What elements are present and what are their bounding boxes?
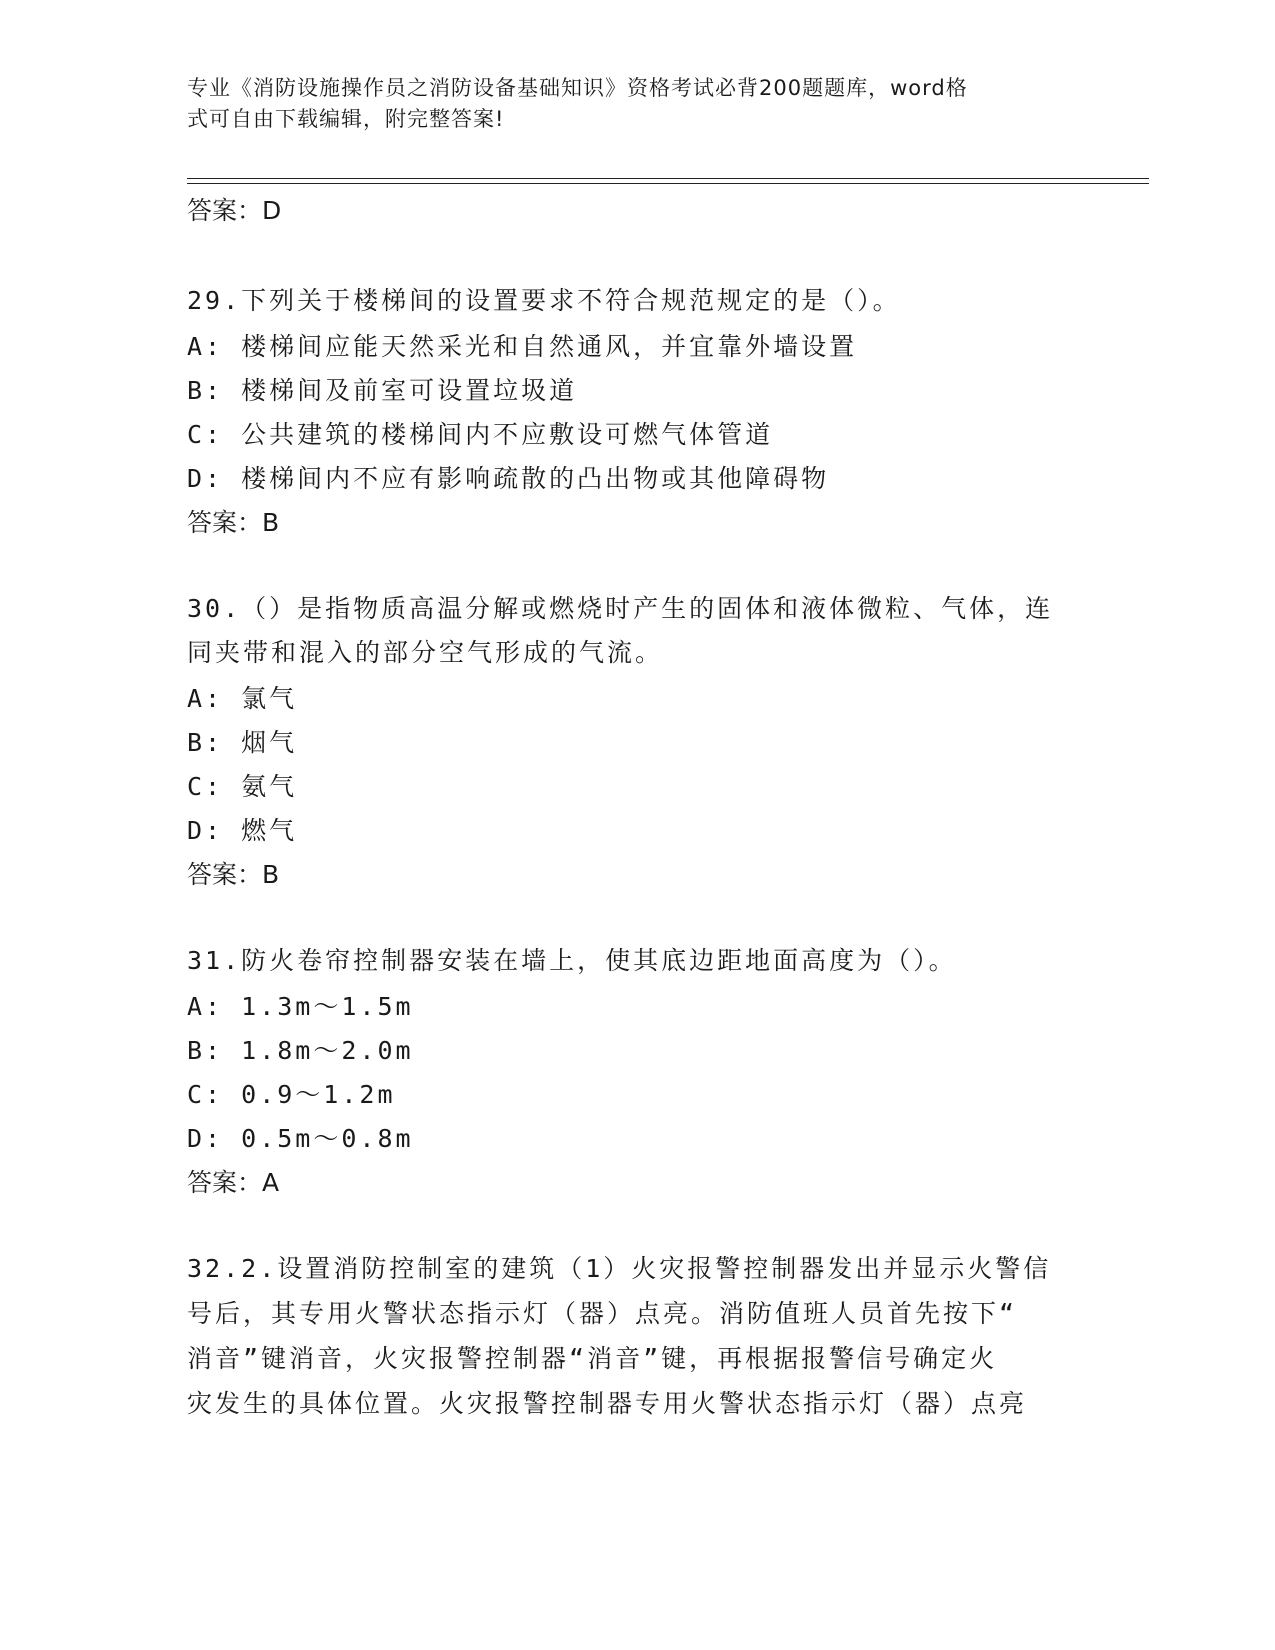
option-31-d: D: 0.5m～0.8m: [187, 1124, 414, 1153]
option-31-a: A: 1.3m～1.5m: [187, 992, 414, 1021]
question-32-line-1: 32.2.设置消防控制室的建筑（1）火灾报警控制器发出并显示火警信: [187, 1254, 1052, 1283]
answer-29: 答案：B: [187, 508, 280, 537]
question-30-line-2: 同夹带和混入的部分空气形成的气流。: [187, 638, 664, 667]
header-line-2: 式可自由下载编辑，附完整答案!: [187, 107, 505, 131]
question-29: 29.下列关于楼梯间的设置要求不符合规范规定的是（）。: [187, 286, 901, 315]
option-29-d: D: 楼梯间内不应有影响疏散的凸出物或其他障碍物: [187, 464, 830, 493]
header-line-1: 专业《消防设施操作员之消防设备基础知识》资格考试必背200题题库，word格: [187, 76, 968, 100]
question-32-line-2: 号后，其专用火警状态指示灯（器）点亮。消防值班人员首先按下“: [187, 1299, 1018, 1328]
option-29-c: C: 公共建筑的楼梯间内不应敷设可燃气体管道: [187, 420, 774, 449]
option-29-b: B: 楼梯间及前室可设置垃圾道: [187, 376, 578, 405]
option-31-c: C: 0.9～1.2m: [187, 1080, 396, 1109]
option-30-a: A: 氯气: [187, 684, 298, 713]
header-divider-bottom: [187, 183, 1149, 184]
answer-31: 答案：A: [187, 1168, 280, 1197]
question-31: 31.防火卷帘控制器安装在墙上，使其底边距地面高度为（）。: [187, 946, 957, 975]
question-32-line-4: 灾发生的具体位置。火灾报警控制器专用火警状态指示灯（器）点亮: [187, 1389, 1028, 1418]
option-31-b: B: 1.8m～2.0m: [187, 1036, 414, 1065]
question-32-line-3: 消音”键消音，火灾报警控制器“消音”键，再根据报警信号确定火: [187, 1344, 998, 1373]
option-30-c: C: 氨气: [187, 772, 298, 801]
question-30-line-1: 30.（）是指物质高温分解或燃烧时产生的固体和液体微粒、气体，连: [187, 594, 1054, 623]
answer-30: 答案：B: [187, 860, 280, 889]
header-divider-top: [187, 178, 1149, 179]
document-header: [187, 73, 1067, 135]
option-30-d: D: 燃气: [187, 816, 298, 845]
option-29-a: A: 楼梯间应能天然采光和自然通风，并宜靠外墙设置: [187, 332, 858, 361]
answer-28: 答案：D: [187, 196, 282, 225]
option-30-b: B: 烟气: [187, 728, 298, 757]
